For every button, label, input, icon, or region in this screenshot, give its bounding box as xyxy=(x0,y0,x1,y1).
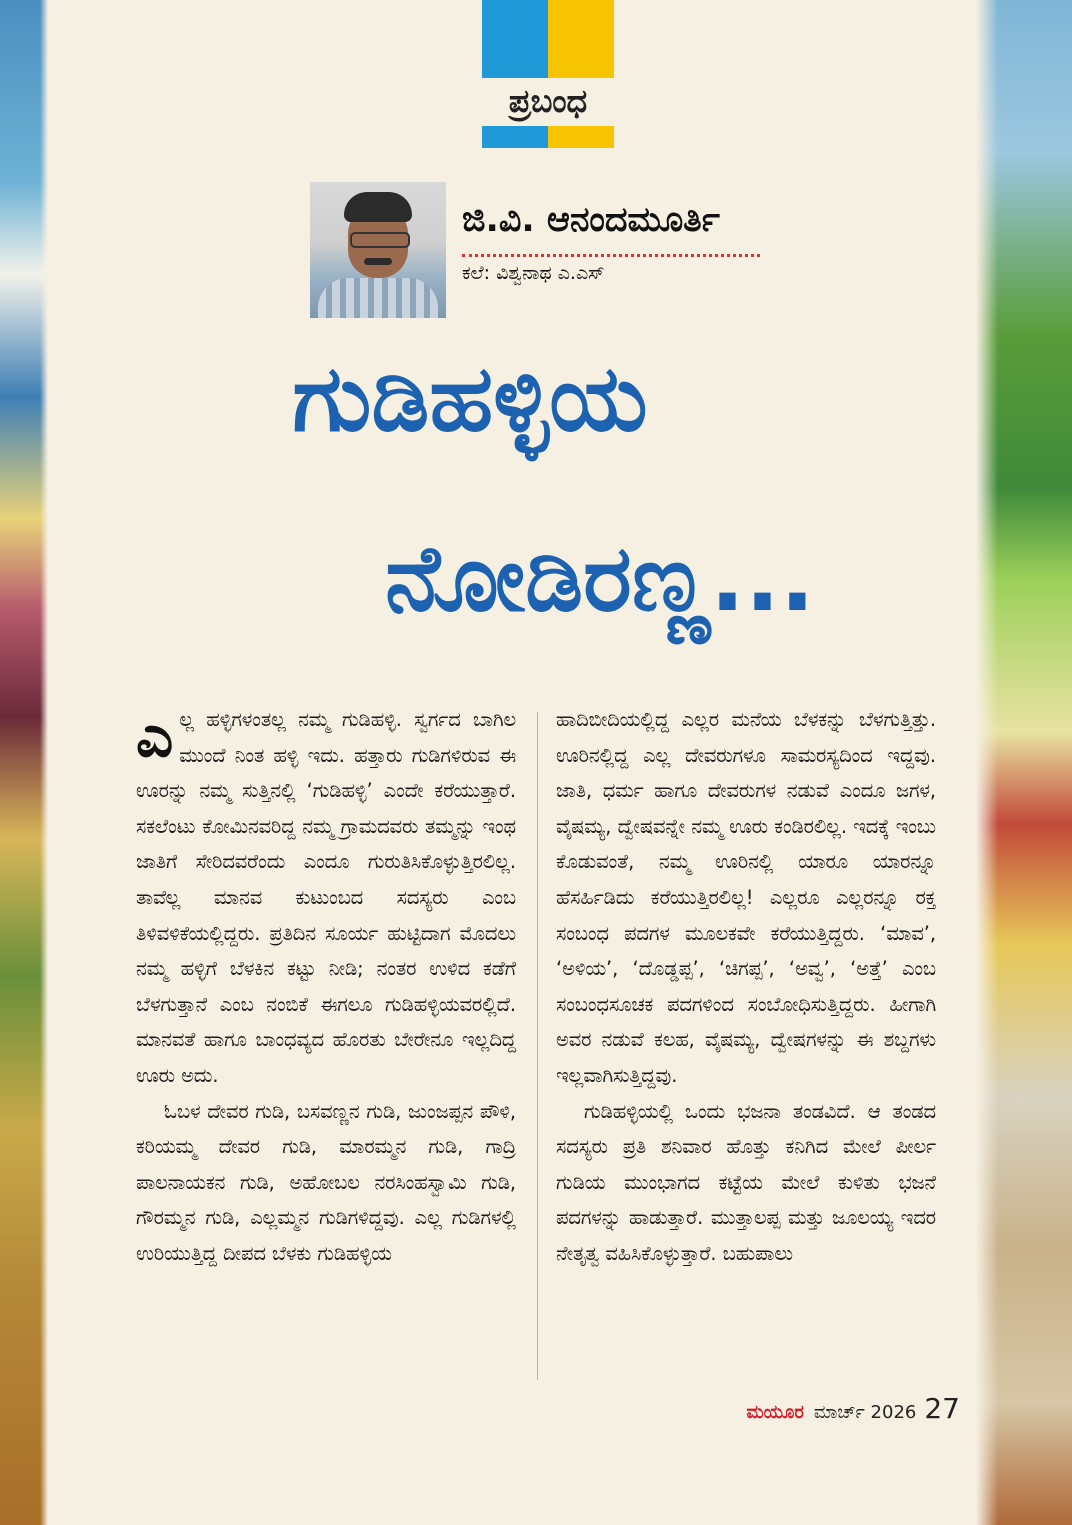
section-badge-bottom xyxy=(482,126,614,148)
badge-yellow-block xyxy=(548,0,614,78)
painted-right-border xyxy=(976,0,1072,1525)
article-title-line-2: ನೋಡಿರಣ್ಣ... xyxy=(385,525,815,632)
page-number: 27 xyxy=(924,1392,960,1425)
paragraph: ಓಬಳ ದೇವರ ಗುಡಿ, ಬಸವಣ್ಣನ ಗುಡಿ, ಜುಂಜಪ್ಪನ ಪೌಳಿ, ಕರಿಯಮ್ಮ ದೇವರ ಗುಡಿ, ಮಾರಮ್ಮನ ಗುಡಿ, ಗಾದ್ರಿ ಪಾಲನಾಯಕನ ಗುಡಿ, ಅಹೋಬಲ ನರಸಿಂಹಸ್ವಾಮಿ ಗುಡಿ, ಗೌರಮ್ಮನ ಗುಡಿ, ಎಲ್ಲಮ್ಮನ ಗುಡಿಗಳಿದ್ದವು. ಎಲ್ಲ ಗುಡಿಗಳಲ್ಲಿ ಉರಿಯುತ್ತಿದ್ದ ದೀಪದ ಬೆಳಕು ಗುಡಿಹಳ್ಳಿಯ xyxy=(136,1099,516,1265)
badge-blue-block xyxy=(482,0,548,78)
paragraph: ಹಾದಿಬೀದಿಯಲ್ಲಿದ್ದ ಎಲ್ಲರ ಮನೆಯ ಬೆಳಕನ್ನು ಬೆಳಗುತ್ತಿತ್ತು. ಊರಿನಲ್ಲಿದ್ದ ಎಲ್ಲ ದೇವರುಗಳೂ ಸಾಮರಸ್ಯದಿಂದ ಇದ್ದವು. ಜಾತಿ, ಧರ್ಮ ಹಾಗೂ ದೇವರುಗಳ ನಡುವೆ ಎಂದೂ ಜಗಳ, ವೈಷಮ್ಯ, ದ್ವೇಷವನ್ನೇ ನಮ್ಮ ಊರು ಕಂಡಿರಲಿಲ್ಲ. ಇದಕ್ಕೆ ಇಂಬು ಕೊಡುವಂತೆ, ನಮ್ಮ ಊರಿನಲ್ಲಿ ಯಾರೂ ಯಾರನ್ನೂ ಹೆಸರ್ಹಿಡಿದು ಕರೆಯುತ್ತಿರಲಿಲ್ಲ! ಎಲ್ಲರೂ ಎಲ್ಲರನ್ನೂ ರಕ್ತ ಸಂಬಂಧ ಪದಗಳ ಮೂಲಕವೇ ಕರೆಯುತ್ತಿದ್ದರು. ‘ಮಾವ’, ‘ಅಳಿಯ’, ‘ದೊಡ್ಡಪ್ಪ’, ‘ಚಿಗಪ್ಪ’, ‘ಅವ್ವ’, ‘ಅತ್ತೆ’ ಎಂಬ ಸಂಬಂಧಸೂಚಕ ಪದಗಳಿಂದ ಸಂಬೋಧಿಸುತ್ತಿದ್ದರು. ಹೀಗಾಗಿ ಅವರ ನಡುವೆ ಕಲಹ, ವೈಷಮ್ಯ, ದ್ವೇಷಗಳನ್ನು ಈ ಶಬ್ದಗಳು ಇಲ್ಲವಾಗಿಸುತ್ತಿದ್ದವು. xyxy=(556,708,936,1087)
issue-month: ಮಾರ್ಚ್ 2026 xyxy=(813,1402,917,1423)
badge-blue-bar xyxy=(482,126,548,148)
painted-left-border xyxy=(0,0,48,1525)
article-column-1 xyxy=(136,702,516,1272)
author-name: ಜಿ.ವಿ. ಆನಂದಮೂರ್ತಿ xyxy=(462,200,720,240)
magazine-name: ಮಯೂರ xyxy=(746,1402,804,1423)
author-divider xyxy=(462,254,760,257)
section-badge-top xyxy=(482,0,614,78)
article-title-line-1: ಗುಡಿಹಳ್ಳಿಯ xyxy=(292,345,648,452)
article-column-2 xyxy=(556,702,936,1272)
art-credit: ಕಲೆ: ವಿಶ್ವನಾಥ ಎ.ಎಸ್ xyxy=(462,262,605,284)
paragraph-text: ಲ್ಲ ಹಳ್ಳಿಗಳಂತಲ್ಲ ನಮ್ಮ ಗುಡಿಹಳ್ಳಿ. ಸ್ವರ್ಗದ ಬಾಗಿಲ ಮುಂದೆ ನಿಂತ ಹಳ್ಳಿ ಇದು. ಹತ್ತಾರು ಗುಡಿಗಳಿರುವ ಈ ಊರನ್ನು ನಮ್ಮ ಸುತ್ತಿನಲ್ಲಿ ‘ಗುಡಿಹಳ್ಳಿ’ ಎಂದೇ ಕರೆಯುತ್ತಾರೆ. ಸಕಲೆಂಟು ಕೋಮಿನವರಿದ್ದ ನಮ್ಮ ಗ್ರಾಮದವರು ತಮ್ಮನ್ನು ಇಂಥ ಜಾತಿಗೆ ಸೇರಿದವರೆಂದು ಎಂದೂ ಗುರುತಿಸಿಕೊಳ್ಳುತ್ತಿರಲಿಲ್ಲ. ತಾವೆಲ್ಲ ಮಾನವ ಕುಟುಂಬದ ಸದಸ್ಯರು ಎಂಬ ತಿಳಿವಳಿಕೆಯಲ್ಲಿದ್ದರು. ಪ್ರತಿದಿನ ಸೂರ್ಯ ಹುಟ್ಟಿದಾಗ ಮೊದಲು ನಮ್ಮ ಹಳ್ಳಿಗೆ ಬೆಳಕಿನ ಕಟ್ಟು ನೀಡಿ; ನಂತರ ಉಳಿದ ಕಡೆಗೆ ಬೆಳಗುತ್ತಾನೆ ಎಂಬ ನಂಬಿಕೆ ಈಗಲೂ ಗುಡಿಹಳ್ಳಿಯವರಲ್ಲಿದೆ. ಮಾನವತೆ ಹಾಗೂ ಬಾಂಧವ್ಯದ ಹೊರತು ಬೇರೇನೂ ಇಲ್ಲದಿದ್ದ ಊರು ಅದು. xyxy=(136,708,516,1087)
section-label: ಪ್ರಬಂಧ xyxy=(508,82,588,120)
column-divider xyxy=(537,712,538,1380)
paragraph xyxy=(136,702,516,1094)
badge-yellow-bar xyxy=(548,126,614,148)
drop-cap: ಎ xyxy=(136,702,174,770)
author-photo xyxy=(310,182,446,318)
page-footer xyxy=(747,1392,961,1425)
paragraph: ಗುಡಿಹಳ್ಳಿಯಲ್ಲಿ ಒಂದು ಭಜನಾ ತಂಡವಿದೆ. ಆ ತಂಡದ ಸದಸ್ಯರು ಪ್ರತಿ ಶನಿವಾರ ಹೊತ್ತು ಕನಿಗಿದ ಮೇಲೆ ಪೀರ್ಲ ಗುಡಿಯ ಮುಂಭಾಗದ ಕಟ್ಟೆಯ ಮೇಲೆ ಕುಳಿತು ಭಜನೆ ಪದಗಳನ್ನು ಹಾಡುತ್ತಾರೆ. ಮುತ್ತಾಲಪ್ಪ ಮತ್ತು ಜೂಲಯ್ಯ ಇದರ ನೇತೃತ್ವ ವಹಿಸಿಕೊಳ್ಳುತ್ತಾರೆ. ಬಹುಪಾಲು xyxy=(556,1099,936,1265)
